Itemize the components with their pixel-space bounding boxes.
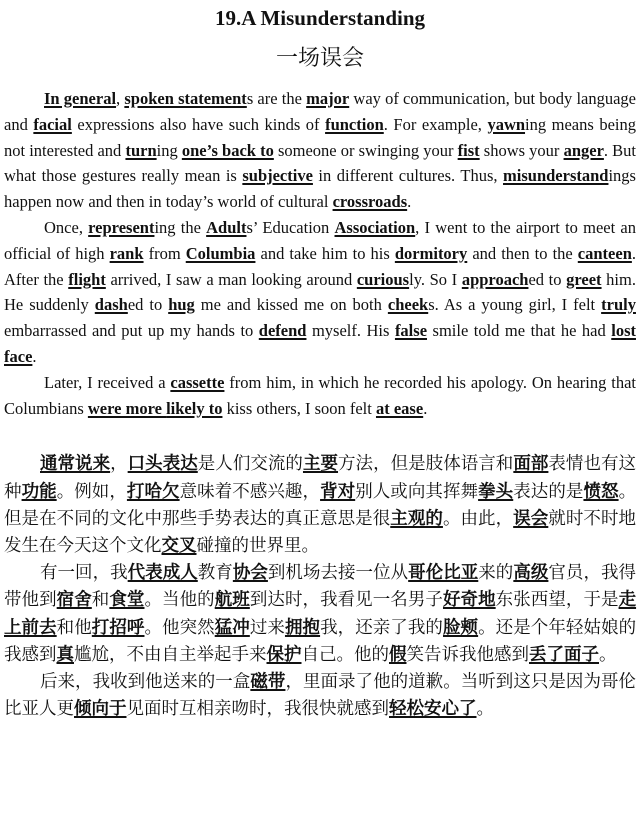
- text-run: ings happen now and then in today’s world of cultural: [4, 166, 636, 212]
- text-run: 到机场去接一位从: [267, 563, 409, 584]
- vocab-term: 主观的: [390, 508, 443, 529]
- vocab-term: 食堂: [109, 590, 145, 611]
- text-run: 。: [476, 699, 494, 720]
- english-paragraph-3: [4, 370, 636, 422]
- vocab-term: 真: [56, 644, 74, 665]
- text-run: ,: [116, 89, 125, 108]
- vocab-term: 愤怒: [583, 481, 619, 502]
- text-run: 方法，但是肢体语言和: [338, 454, 514, 475]
- vocab-term: facial: [33, 114, 72, 134]
- text-run: 到达时，我看见一名男子: [249, 590, 443, 611]
- text-run: from him, in which he recorded his apology. On hearing that Columbians: [4, 372, 636, 418]
- text-run: smile told me that he had: [427, 321, 612, 341]
- vocab-term: greet: [566, 269, 602, 289]
- chinese-text: [4, 451, 636, 723]
- vocab-term: rank: [109, 243, 144, 263]
- text-run: way of communication, but body language and: [4, 89, 637, 134]
- vocab-term: function: [325, 114, 384, 134]
- text-run: 和: [91, 590, 110, 611]
- chinese-paragraph-1: [4, 451, 636, 560]
- vocab-term: 拳头: [478, 481, 514, 502]
- vocab-term: approach: [461, 269, 529, 289]
- text-run: me and kissed me on both: [194, 295, 388, 315]
- vocab-term: Columbia: [185, 243, 256, 263]
- text-run: 我，还亲了我的: [320, 617, 443, 638]
- text-run: 。由此，: [442, 508, 514, 529]
- text-run: 碰撞的世界里。: [196, 535, 319, 556]
- text-run: 意味着不感兴趣，: [179, 481, 321, 502]
- vocab-term: one’s back to: [181, 140, 274, 160]
- vocab-term: were more: [87, 398, 167, 418]
- text-run: s. As a young girl, I felt: [428, 295, 602, 315]
- text-run: in different cultures. Thus,: [312, 166, 504, 186]
- text-run: him. He suddenly: [4, 269, 636, 315]
- vocab-term: 功能: [21, 481, 57, 502]
- text-run: kiss others, I soon felt: [222, 398, 376, 418]
- text-run: 。例如，: [56, 481, 127, 502]
- vocab-term: 口头表达: [127, 454, 198, 475]
- vocab-term: crossroads: [332, 192, 408, 212]
- vocab-term: lost face: [4, 321, 636, 366]
- text-run: 表情也有这种: [4, 454, 637, 502]
- vocab-term: In general: [44, 89, 117, 108]
- vocab-term: yawn: [487, 114, 526, 134]
- vocab-term: 主要: [302, 454, 339, 475]
- text-run: ing the: [154, 217, 207, 237]
- vocab-term: flight: [68, 269, 106, 289]
- vocab-term: anger: [563, 140, 604, 160]
- vocab-term: cassette: [170, 372, 225, 392]
- vocab-term: hug: [168, 295, 195, 315]
- text-run: 。还是个年轻姑娘的我感到: [4, 617, 637, 665]
- text-run: myself. His: [306, 321, 395, 341]
- chinese-paragraph-2: [4, 560, 636, 669]
- vocab-term: 误会: [513, 508, 549, 529]
- text-run: 尴尬，不由自主举起手来: [74, 644, 267, 665]
- text-run: Once,: [44, 217, 89, 237]
- vocab-term: 代表成人: [127, 563, 198, 584]
- vocab-term: turn: [125, 140, 157, 160]
- vocab-term: defend: [258, 321, 307, 341]
- vocab-term: 宿舍: [56, 590, 92, 611]
- vocab-term: 航班: [214, 590, 250, 611]
- text-run: 。当他的: [144, 590, 215, 611]
- text-run: .: [32, 346, 37, 366]
- vocab-term: misunderstand: [503, 166, 609, 186]
- text-run: expressions also have such kinds of: [71, 114, 326, 134]
- text-run: 是人们交流的: [197, 454, 303, 475]
- vocab-term: 背对: [320, 481, 356, 502]
- vocab-term: 猛冲: [214, 617, 250, 638]
- english-text: [4, 86, 636, 421]
- english-paragraph-2: [4, 215, 636, 370]
- vocab-term: spoken statement: [124, 89, 247, 108]
- text-run: .: [407, 192, 412, 212]
- vocab-term: 好奇地: [442, 590, 496, 611]
- text-run: ，里面录了他的道歉。当听到这只是因为哥伦比亚人更: [4, 671, 637, 720]
- vocab-term: cheek: [387, 295, 429, 315]
- text-run: .: [423, 398, 428, 418]
- text-run: 过来: [249, 617, 285, 638]
- text-run: and then to the: [467, 243, 578, 263]
- text-run: , I went to the airport to meet an official of high: [4, 217, 636, 263]
- vocab-term: 拥抱: [284, 617, 321, 638]
- english-paragraph-1: [4, 86, 636, 215]
- text-run: . But what those gestures really mean is: [4, 140, 636, 186]
- vocab-term: 丢了面子: [529, 644, 599, 665]
- vocab-term: 保护: [266, 644, 302, 665]
- vocab-term: truly: [601, 295, 636, 315]
- text-run: 官员，我得带他到: [4, 563, 637, 611]
- vocab-term: false: [394, 321, 428, 341]
- text-run: 。: [599, 644, 617, 665]
- vocab-term: represent: [88, 217, 155, 237]
- text-run: . After the: [4, 243, 636, 289]
- text-run: shows your: [479, 140, 564, 160]
- vocab-term: 倾向于: [74, 699, 127, 720]
- vocab-term: at ease: [375, 398, 424, 418]
- vocab-term: 磁带: [250, 671, 286, 692]
- vocab-term: 协会: [232, 563, 268, 584]
- vocab-term: likely to: [166, 398, 223, 418]
- vocab-term: 高级: [513, 563, 549, 584]
- vocab-term: major: [306, 89, 350, 108]
- section-gap: [4, 421, 636, 451]
- vocab-term: canteen: [577, 243, 632, 263]
- vocab-term: 打招呼: [91, 617, 145, 638]
- text-run: embarrassed and put up my hands to: [4, 321, 259, 341]
- text-run: 见面时互相亲吻时，我很快就感到: [126, 699, 389, 720]
- text-run: 东张西望，于是: [495, 590, 619, 611]
- text-run: 和他: [56, 617, 92, 638]
- text-run: 自己。他的: [301, 644, 389, 665]
- text-run: ed to: [127, 295, 169, 315]
- text-run: ing: [156, 140, 182, 160]
- vocab-term: dash: [94, 295, 128, 315]
- text-run: 。他突然: [144, 617, 215, 638]
- text-run: 教育: [197, 563, 233, 584]
- vocab-term: 假: [389, 644, 407, 665]
- text-run: s’ Education: [246, 217, 335, 237]
- vocab-term: 脸颊: [442, 617, 479, 638]
- text-run: ing means being not interested and: [4, 114, 636, 160]
- vocab-term: 走上前去: [4, 590, 637, 638]
- text-run: ly. So I: [409, 269, 462, 289]
- chinese-paragraph-3: [4, 669, 636, 723]
- text-run: from: [143, 243, 186, 263]
- vocab-term: Adult: [206, 217, 247, 237]
- text-run: 有一回，我: [40, 563, 128, 584]
- text-run: 后来，我收到他送来的一盒: [40, 671, 251, 692]
- vocab-term: fist: [457, 140, 480, 160]
- chinese-subtitle: 一场误会: [275, 46, 364, 71]
- text-run: 别人或向其挥舞: [355, 481, 479, 502]
- text-run: arrived, I saw a man looking around: [105, 269, 357, 289]
- vocab-term: 通常说来: [40, 454, 111, 475]
- text-run: s are the: [246, 89, 307, 108]
- text-run: 来的: [478, 563, 514, 584]
- text-run: . For example,: [383, 114, 488, 134]
- vocab-term: 轻松安心了: [389, 699, 477, 720]
- vocab-term: 交叉: [161, 535, 197, 556]
- vocab-term: 哥伦比亚: [408, 563, 479, 584]
- text-run: someone or swinging your: [273, 140, 458, 160]
- text-run: 表达的是: [513, 481, 584, 502]
- text-run: and take him to his: [255, 243, 395, 263]
- text-run: ed to: [528, 269, 567, 289]
- vocab-term: dormitory: [394, 243, 468, 263]
- page-title: 19.A Misunderstanding: [214, 6, 426, 30]
- vocab-term: 打哈欠: [126, 481, 180, 502]
- vocab-term: curious: [356, 269, 410, 289]
- text-run: 。但是在不同的文化中那些手势表达的真正意思是很: [4, 481, 637, 529]
- text-run: 就时不时地发生在今天这个文化: [4, 508, 637, 556]
- vocab-term: subjective: [242, 166, 313, 186]
- text-run: ，: [110, 454, 128, 475]
- text-run: Later, I received a: [44, 372, 171, 392]
- vocab-term: Association: [334, 217, 416, 237]
- text-run: 笑告诉我他感到: [406, 644, 529, 665]
- vocab-term: 面部: [513, 454, 549, 475]
